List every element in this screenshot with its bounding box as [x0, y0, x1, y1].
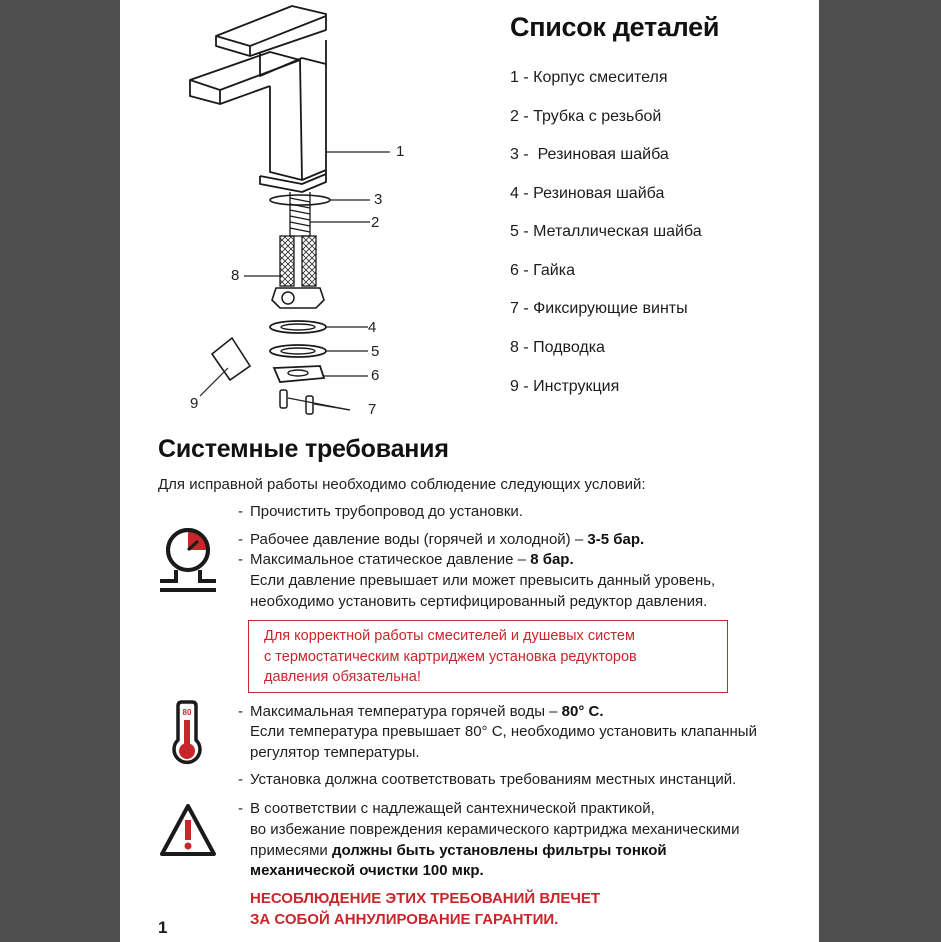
- req-temperature-note-2: регулятор температуры.: [250, 744, 420, 761]
- part-item-8: 8 - Подводка: [510, 339, 605, 356]
- req-practice-3-bold: должны быть установлены фильтры тонкой: [331, 842, 667, 859]
- requirements-title: Системные требования: [158, 435, 449, 463]
- req-static-pressure-value: 8 бар.: [530, 551, 574, 568]
- callout-9: 9: [190, 395, 199, 412]
- req-practice-3-text: примесями: [250, 842, 332, 859]
- pressure-reducer-notice: [248, 620, 728, 693]
- req-clean-pipes: Прочистить трубопровод до установки.: [250, 503, 523, 520]
- req-practice-4: [250, 862, 484, 879]
- callout-4: 4: [368, 319, 377, 336]
- req-practice-4-bold: механической очистки 100 мкр.: [250, 862, 484, 879]
- page-number: 1: [158, 918, 168, 937]
- req-practice-2: во избежание повреждения керамического картриджа механическими: [250, 821, 740, 838]
- part-item-5: 5 - Металлическая шайба: [510, 223, 702, 240]
- part-item-7: 7 - Фиксирующие винты: [510, 300, 688, 317]
- thermometer-label: 80: [182, 708, 192, 717]
- callout-1: 1: [396, 143, 405, 160]
- thermometer-icon: [170, 700, 204, 766]
- notice-line-2: с термостатическим картриджем установка редукторов: [264, 649, 637, 665]
- req-max-temperature-value: 80° С.: [561, 703, 604, 720]
- req-working-pressure: [250, 531, 644, 548]
- callout-5: 5: [371, 343, 380, 360]
- notice-line-3: давления обязательна!: [264, 669, 421, 685]
- callout-8: 8: [231, 267, 240, 284]
- bullet-dash: -: [238, 800, 243, 817]
- document-page: [120, 0, 819, 942]
- req-max-temperature: [250, 703, 604, 720]
- req-practice-3: [250, 842, 667, 859]
- callout-6: 6: [371, 367, 380, 384]
- req-max-temperature-text: Максимальная температура горячей воды –: [250, 703, 562, 720]
- part-item-2: 2 - Трубка с резьбой: [510, 108, 662, 125]
- bullet-dash: -: [238, 703, 243, 720]
- notice-line-1: Для корректной работы смесителей и душевых систем: [264, 628, 635, 644]
- req-static-pressure-text: Максимальное статическое давление –: [250, 551, 531, 568]
- requirements-intro: Для исправной работы необходимо соблюдение следующих условий:: [158, 476, 646, 493]
- req-temperature-note-1: Если температура превышает 80° С, необходимо установить клапанный: [250, 723, 757, 740]
- part-item-1: 1 - Корпус смесителя: [510, 69, 668, 86]
- req-working-pressure-text: Рабочее давление воды (горячей и холодной) –: [250, 531, 588, 548]
- part-item-3: 3 - Резиновая шайба: [510, 146, 669, 163]
- parts-list-title: Список деталей: [510, 12, 720, 42]
- callout-7: 7: [368, 401, 377, 418]
- warning-triangle-icon: [158, 802, 218, 858]
- callout-2: 2: [371, 214, 380, 231]
- bullet-dash: -: [238, 771, 243, 788]
- callout-3: 3: [374, 191, 383, 208]
- part-item-6: 6 - Гайка: [510, 262, 575, 279]
- bullet-dash: -: [238, 503, 243, 520]
- req-local-rules: Установка должна соответствовать требованиям местных инстанций.: [250, 771, 737, 788]
- part-item-4: 4 - Резиновая шайба: [510, 185, 665, 202]
- req-working-pressure-value: 3-5 бар.: [587, 531, 645, 548]
- part-item-9: 9 - Инструкция: [510, 378, 620, 395]
- warranty-warning-line-2: ЗА СОБОЙ АННУЛИРОВАНИЕ ГАРАНТИИ.: [250, 911, 559, 928]
- req-pressure-note-1: Если давление превышает или может превысить данный уровень,: [250, 572, 716, 589]
- req-pressure-note-2: необходимо установить сертифицированный редуктор давления.: [250, 593, 708, 610]
- req-practice-1: В соответствии с надлежащей сантехнической практикой,: [250, 800, 655, 817]
- bullet-dash: -: [238, 551, 243, 568]
- bullet-dash: -: [238, 531, 243, 548]
- req-static-pressure: [250, 551, 574, 568]
- pressure-gauge-icon: [158, 526, 218, 596]
- warranty-warning-line-1: НЕСОБЛЮДЕНИЕ ЭТИХ ТРЕБОВАНИЙ ВЛЕЧЕТ: [250, 890, 601, 907]
